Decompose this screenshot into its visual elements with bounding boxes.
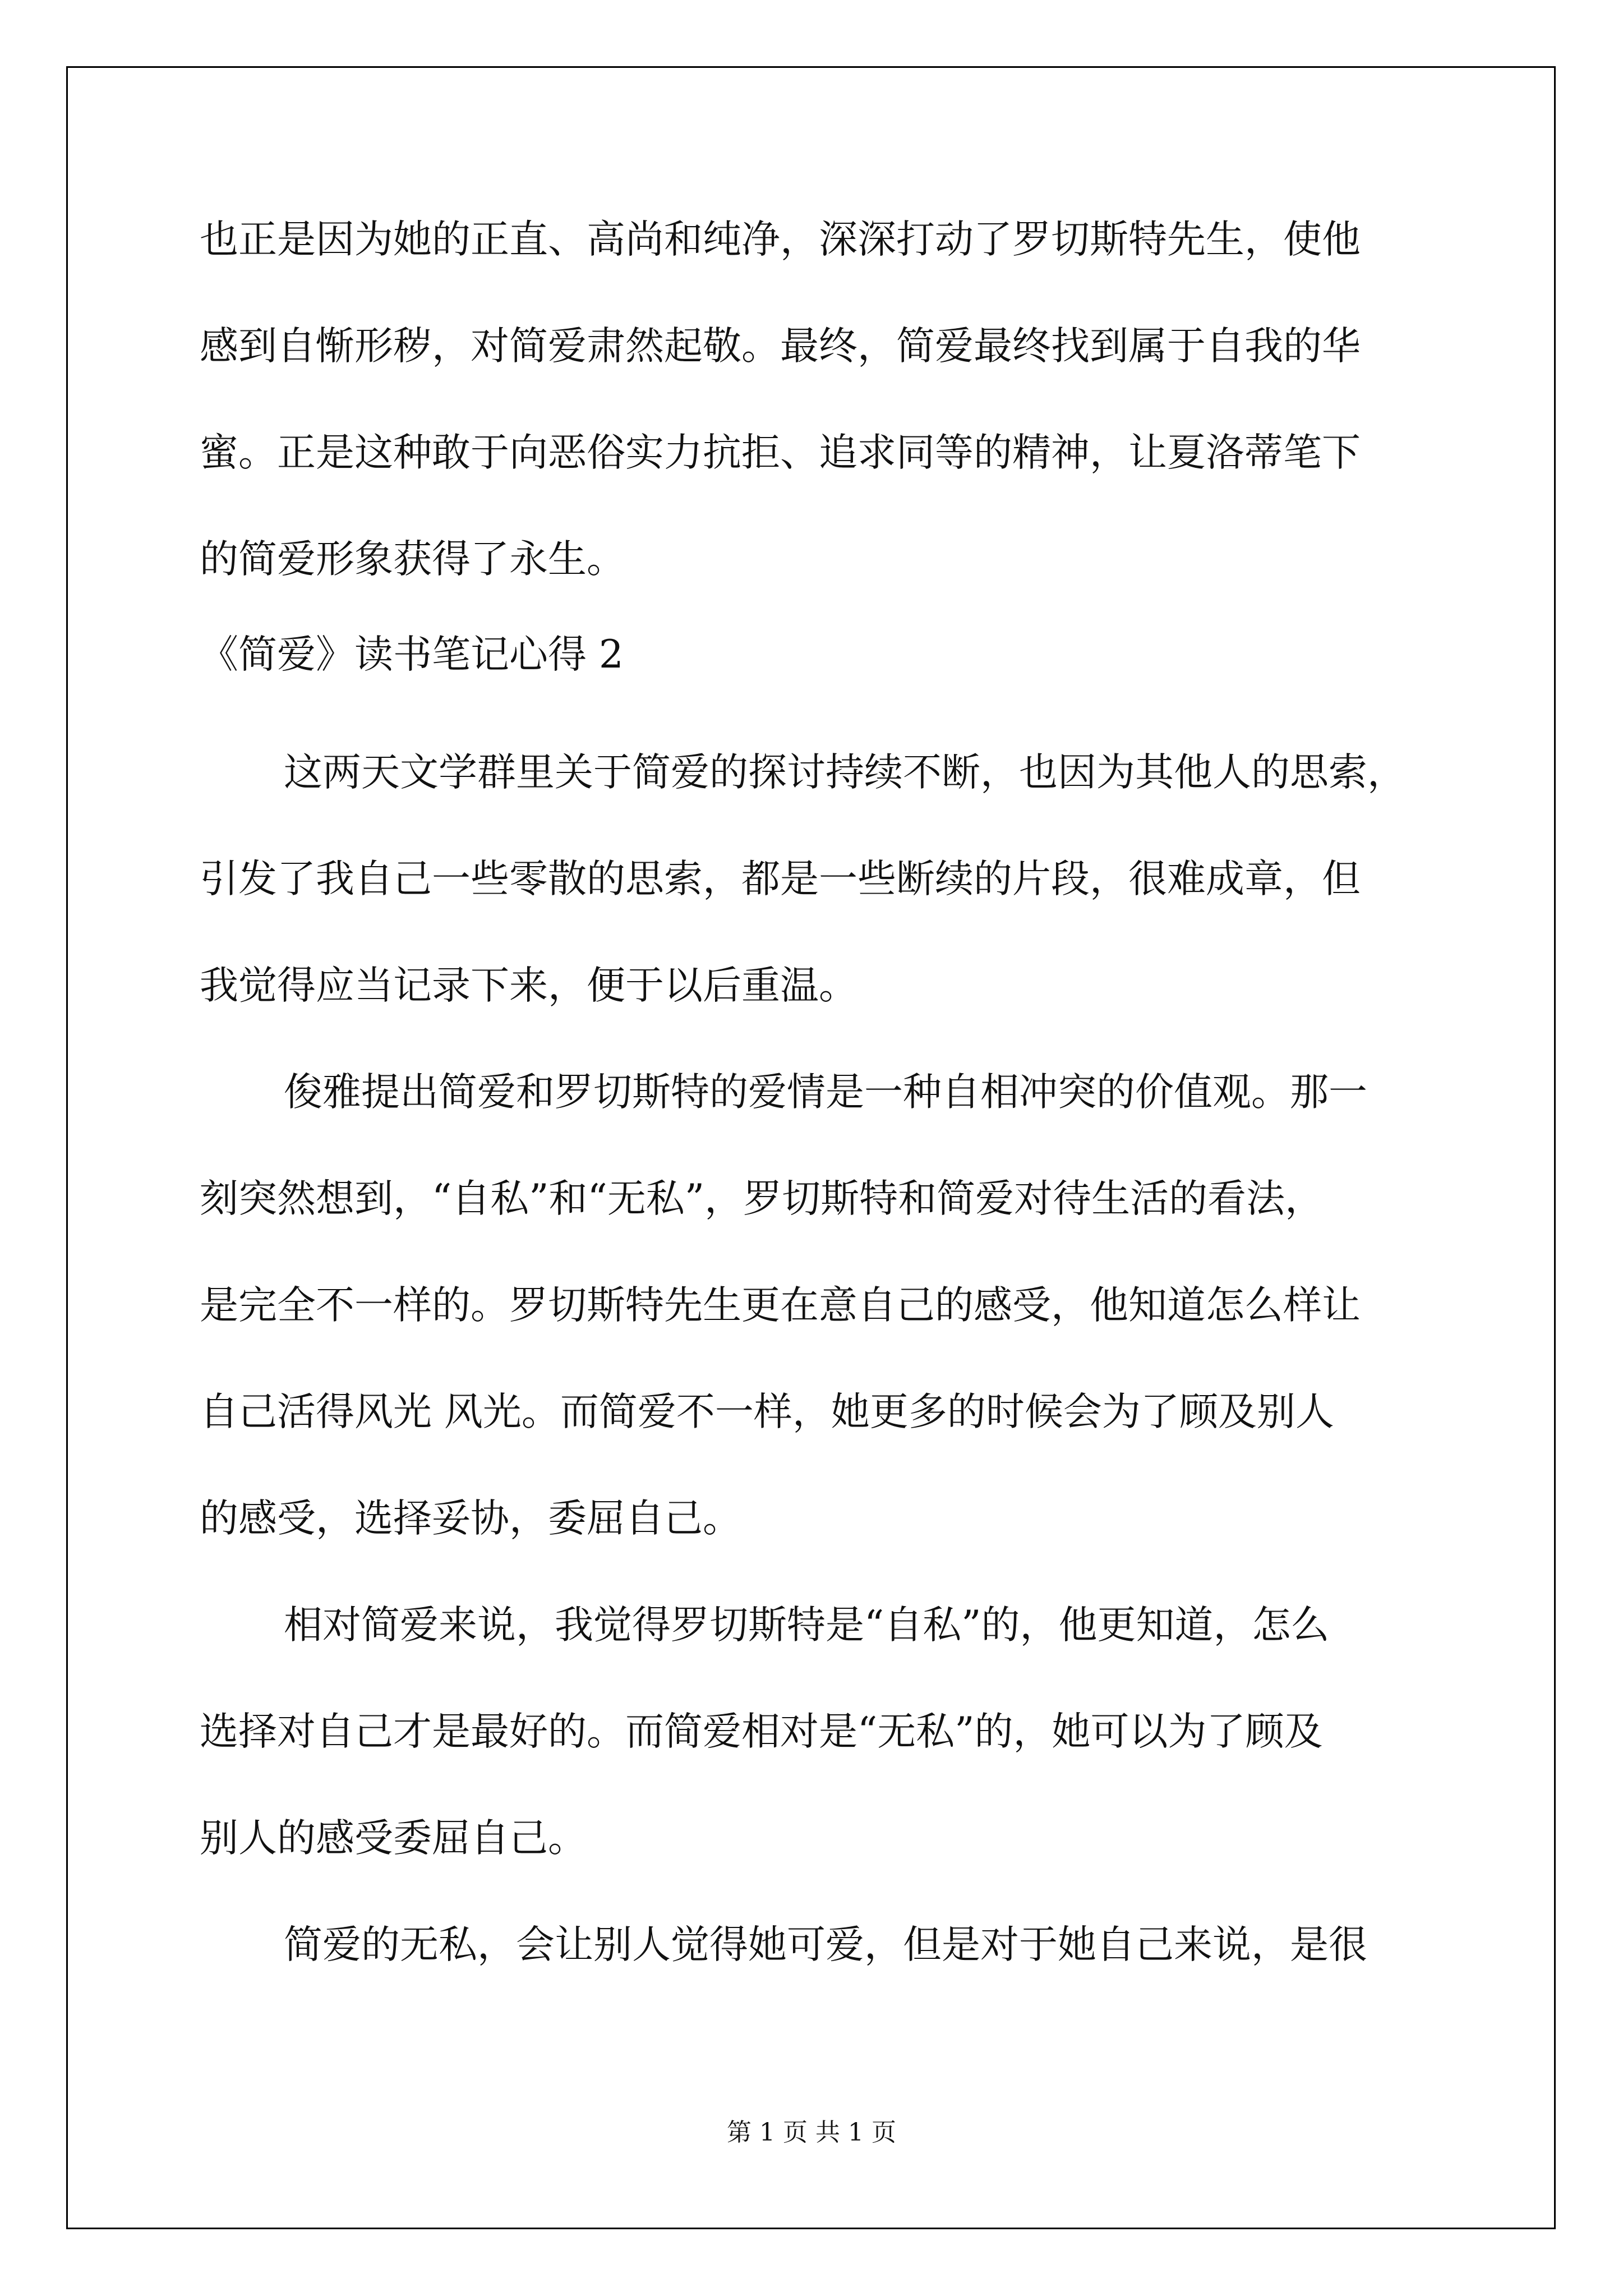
text-line: 蜜。正是这种敢于向恶俗实力抗拒、追求同等的精神，让夏洛蒂笔下 [200,430,1361,475]
text-line: 刻突然想到，“自私”和“无私”，罗切斯特和简爱对待生活的看法， [200,1176,1324,1221]
text-line: 也正是因为她的正直、高尚和纯净，深深打动了罗切斯特先生，使他 [200,217,1361,262]
text-line: 感到自惭形秽，对简爱肃然起敬。最终，简爱最终找到属于自我的华 [200,324,1361,369]
text-line: 我觉得应当记录下来，便于以后重温。 [200,963,857,1008]
page-number-footer: 第 1 页 共 1 页 [727,2118,896,2147]
text-line: 这两天文学群里关于简爱的探讨持续不断，也因为其他人的思索， [284,750,1406,795]
text-line: 的简爱形象获得了永生。 [200,537,625,582]
text-line: 引发了我自己一些零散的思索，都是一些断续的片段，很难成章，但 [200,857,1361,901]
text-line: 的感受，选择妥协，委屈自己。 [200,1496,741,1541]
text-line: 俊雅提出简爱和罗切斯特的爱情是一种自相冲突的价值观。那一 [284,1070,1367,1115]
section-heading: 《简爱》读书笔记心得 2 [200,632,624,677]
text-line: 简爱的无私，会让别人觉得她可爱，但是对于她自己来说，是很 [284,1922,1367,1967]
text-line: 别人的感受委屈自己。 [200,1816,587,1861]
text-line: 是完全不一样的。罗切斯特先生更在意自己的感受，他知道怎么样让 [200,1283,1361,1328]
text-line: 相对简爱来说，我觉得罗切斯特是“自私”的，他更知道，怎么 [284,1603,1330,1648]
text-line: 自己活得风光 风光。而简爱不一样，她更多的时候会为了顾及别人 [200,1389,1334,1434]
text-line: 选择对自己才是最好的。而简爱相对是“无私”的，她可以为了顾及 [200,1709,1323,1754]
document-body [200,213,1433,1972]
